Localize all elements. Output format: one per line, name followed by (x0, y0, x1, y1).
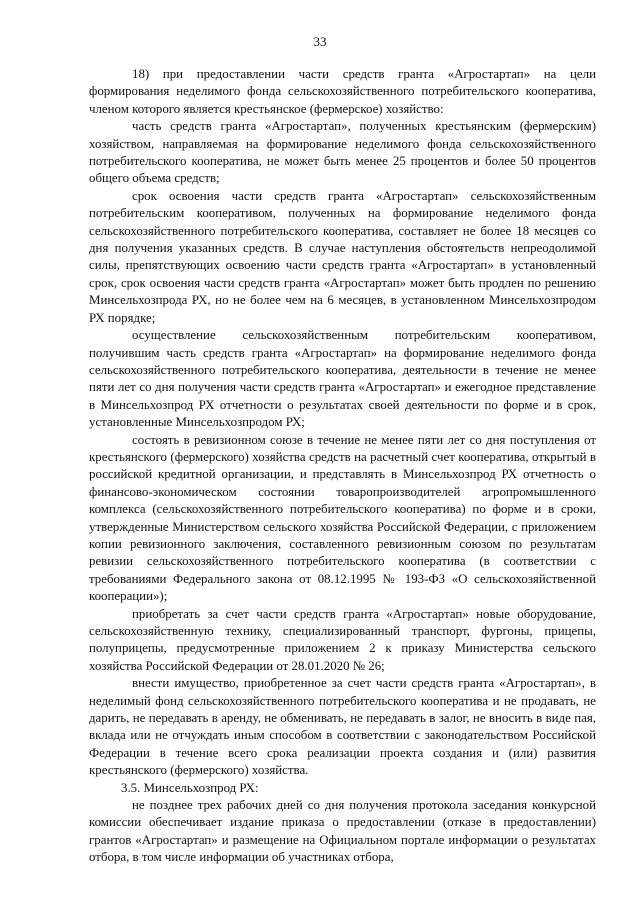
section-heading-3-5: 3.5. Минсельхозпрод РХ: (121, 780, 259, 795)
paragraph-item-18: 18) при предоставлении части средств гранта «Агростартап» на цели формирования неделимого фонда сельскохозяйственного потребительского кооператива, членом которого является крестьянское (фермерское) хозяйство: (89, 67, 596, 116)
document-body (89, 66, 596, 867)
page-number: 33 (313, 34, 327, 49)
paragraph-commission-protocol: не позднее трех рабочих дней со дня получения протокола заседания конкурсной комиссии обеспечивает издание приказа о предоставлении (отказе в предоставлении) грантов «Агростартап» и размещение на Официальном портале информации о результатах отбора, в том числе информации об участниках отбора, (89, 798, 596, 865)
paragraph-property-contribution: внести имущество, приобретенное за счет части средств гранта «Агростартап», в неделимый фонд сельскохозяйственного потребительского кооператива и не продавать, не дарить, не передавать в аренду, не обменивать, не передавать в залог, не вносить в виде пая, вклада или не отчуждать иным способом в соответствии с законодательством Российской Федерации в течение всего срока реализации проекта создания и (или) развития крестьянского (фермерского) хозяйства. (89, 676, 596, 778)
paragraph-acquire-equipment: приобретать за счет части средств гранта «Агростартап» новые оборудование, сельскохозяйственную технику, специализированный транспорт, фургоны, прицепы, полуприцепы, предусмотренные приложением 2 к приказу Министерства сельского хозяйства Российской Федерации от 28.01.2020 № 26; (89, 606, 596, 673)
paragraph-cooperative-activity: осуществление сельскохозяйственным потребительским кооперативом, получившим часть средств гранта «Агростартап» на формирование неделимого фонда сельскохозяйственного потребительского кооператива, деятельности в течение не менее пяти лет со дня получения части средств гранта «Агростартап» и ежегодное представление в Минсельхозпрод РХ отчетности о результатах своей деятельности по форме и в срок, установленные Минсельхозпродом РХ; (89, 328, 596, 430)
paragraph-grant-share: часть средств гранта «Агростартап», полученных крестьянским (фермерским) хозяйством, направляемая на формирование неделимого фонда сельскохозяйственного потребительского кооператива, не может быть менее 25 процентов и более 50 процентов общего объема средств; (89, 119, 596, 186)
paragraph-audit-union: состоять в ревизионном союзе в течение не менее пяти лет со дня поступления от крестьянского (фермерского) хозяйства средств на расчетный счет кооператива, открытый в российской кредитной организации, и представлять в Минсельхозпрод РХ отчетность о финансово-экономическом состоянии товаропроизводителей агропромышленного комплекса (сельскохозяйственного потребительского кооператива) по форме и в сроки, утвержденные Министерством сельского хозяйства Российской Федерации, с приложением копии ревизионного заключения, составленного ревизионным союзом по результатам ревизии сельскохозяйственного потребительского кооператива (в соответствии с требованиями Федерального закона от 08.12.1995 № 193-ФЗ «О сельскохозяйственной кооперации»); (89, 432, 596, 604)
paragraph-grant-term: срок освоения части средств гранта «Агростартап» сельскохозяйственным потребительским кооперативом, полученных на формирование неделимого фонда сельскохозяйственного потребительского кооператива, составляет не более 18 месяцев со дня получения указанных средств. В случае наступления обстоятельств непреодолимой силы, препятствующих освоению части средств гранта «Агростартап» в установленный срок, срок освоения части средств гранта «Агростартап» может быть продлен по решению Минсельхозпрода РХ, но не более чем на 6 месяцев, в установленном Минсельхозпродом РХ порядке; (89, 188, 596, 325)
